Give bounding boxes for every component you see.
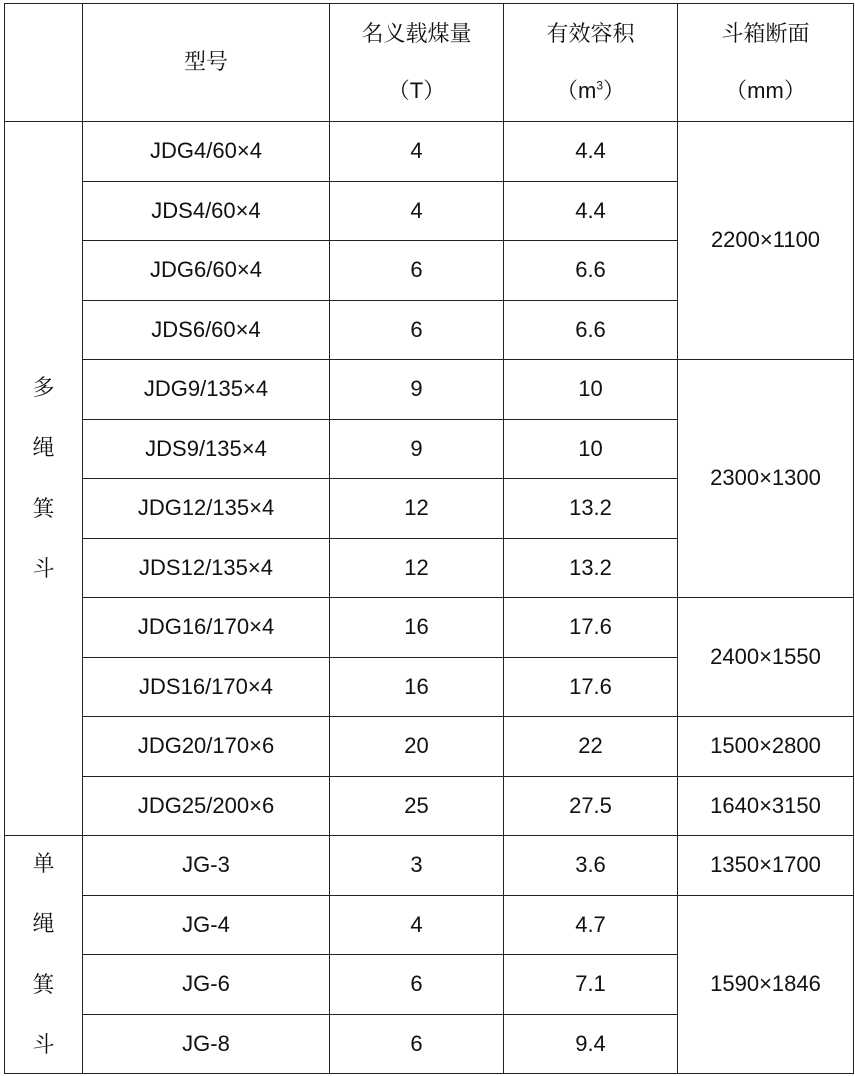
header-volume: 有效容积 $(m^3)$	[504, 4, 678, 122]
cell-volume: 9.4	[504, 1014, 678, 1074]
cell-section: 1590×1846	[678, 895, 854, 1074]
cell-volume: 17.6	[504, 657, 678, 717]
cell-load: 12	[330, 538, 504, 598]
table-row	[5, 360, 854, 420]
cell-volume: 10	[504, 360, 678, 420]
header-model: 型号	[83, 4, 330, 122]
cell-volume: 6.6	[504, 241, 678, 301]
cell-model: JDG9/135×4	[83, 360, 330, 420]
cell-model: JDS9/135×4	[83, 419, 330, 479]
cell-section: 2400×1550	[678, 598, 854, 717]
cell-volume: 6.6	[504, 300, 678, 360]
table-row	[5, 717, 854, 777]
table-row	[5, 122, 854, 182]
cell-section: 1640×3150	[678, 776, 854, 836]
cell-load: 6	[330, 955, 504, 1015]
table-row	[5, 836, 854, 896]
cell-model: JDS4/60×4	[83, 181, 330, 241]
cell-model: JDS16/170×4	[83, 657, 330, 717]
cell-volume: 7.1	[504, 955, 678, 1015]
cell-volume: 27.5	[504, 776, 678, 836]
cell-load: 6	[330, 1014, 504, 1074]
cell-volume: 10	[504, 419, 678, 479]
cell-model: JG-6	[83, 955, 330, 1015]
group-multi-rope: 多 绳 箕 斗	[5, 122, 83, 836]
cell-model: JG-3	[83, 836, 330, 896]
cell-model: JDG25/200×6	[83, 776, 330, 836]
cell-model: JDS6/60×4	[83, 300, 330, 360]
table-row	[5, 598, 854, 658]
cell-section: 2200×1100	[678, 122, 854, 360]
cell-model: JDG20/170×6	[83, 717, 330, 777]
cell-load: 16	[330, 598, 504, 658]
cell-volume: 13.2	[504, 538, 678, 598]
cell-volume: 17.6	[504, 598, 678, 658]
cell-load: 9	[330, 360, 504, 420]
cell-load: 12	[330, 479, 504, 539]
cell-model: JDG12/135×4	[83, 479, 330, 539]
cell-load: 20	[330, 717, 504, 777]
table-row	[5, 895, 854, 955]
cell-model: JDS12/135×4	[83, 538, 330, 598]
header-corner	[5, 4, 83, 122]
cell-load: 9	[330, 419, 504, 479]
cell-volume: 4.4	[504, 181, 678, 241]
cell-model: JDG16/170×4	[83, 598, 330, 658]
cell-load: 6	[330, 300, 504, 360]
cell-volume: 3.6	[504, 836, 678, 896]
cell-load: 4	[330, 122, 504, 182]
cell-section: 1350×1700	[678, 836, 854, 896]
header-row	[5, 4, 854, 122]
cell-load: 3	[330, 836, 504, 896]
spec-table	[4, 3, 854, 1074]
table-row	[5, 776, 854, 836]
cell-load: 16	[330, 657, 504, 717]
cell-model: JDG4/60×4	[83, 122, 330, 182]
cell-load: 4	[330, 895, 504, 955]
cell-section: 1500×2800	[678, 717, 854, 777]
cell-section: 2300×1300	[678, 360, 854, 598]
cell-model: JG-4	[83, 895, 330, 955]
cell-model: JG-8	[83, 1014, 330, 1074]
group-single-rope: 单 绳 箕 斗	[5, 836, 83, 1074]
cell-load: 6	[330, 241, 504, 301]
cell-load: 4	[330, 181, 504, 241]
cell-load: 25	[330, 776, 504, 836]
header-load: 名义载煤量 （T）	[330, 4, 504, 122]
cell-volume: 22	[504, 717, 678, 777]
cell-model: JDG6/60×4	[83, 241, 330, 301]
header-section: 斗箱断面 （mm）	[678, 4, 854, 122]
cell-volume: 13.2	[504, 479, 678, 539]
cell-volume: 4.7	[504, 895, 678, 955]
cell-volume: 4.4	[504, 122, 678, 182]
